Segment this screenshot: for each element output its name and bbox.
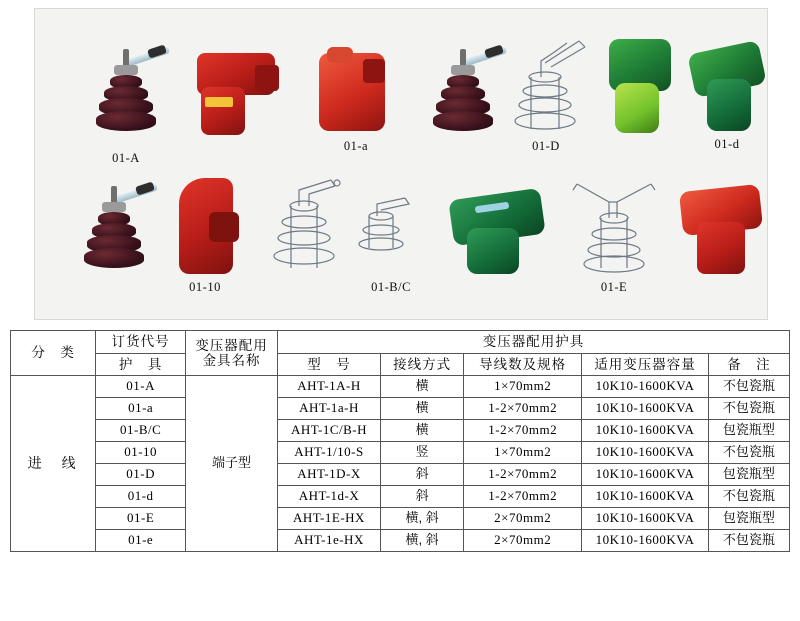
product-cell-01-10-insulator bbox=[71, 172, 157, 309]
cell-code: 01-E bbox=[96, 507, 186, 529]
technical-drawing-icon bbox=[501, 33, 591, 137]
table-row bbox=[11, 441, 790, 463]
header-capacity: 适用变压器容量 bbox=[582, 353, 709, 376]
header-group: 变压器配用护具 bbox=[278, 331, 790, 354]
product-caption: 01-a bbox=[343, 139, 369, 153]
insulator-disc bbox=[96, 111, 156, 131]
table-row bbox=[11, 397, 790, 419]
cell-connection: 横 bbox=[380, 419, 463, 441]
cell-code: 01-d bbox=[96, 485, 186, 507]
product-image-01-A-cover bbox=[183, 43, 293, 139]
insulator-cap bbox=[451, 65, 475, 75]
cover-body bbox=[201, 87, 245, 135]
header-fitting-name: 变压器配用金具名称 bbox=[186, 331, 278, 376]
product-image-01-D-drawing bbox=[501, 33, 591, 137]
product-cell-01-a bbox=[297, 45, 415, 154]
cell-model: AHT-1a-H bbox=[278, 397, 381, 419]
header-remark: 备 注 bbox=[708, 353, 789, 376]
header-connection: 接线方式 bbox=[380, 353, 463, 376]
table-row bbox=[11, 485, 790, 507]
technical-drawing-icon bbox=[343, 186, 439, 278]
cell-capacity: 10K10-1600KVA bbox=[582, 419, 709, 441]
product-cell-01-B-C bbox=[343, 186, 439, 295]
cell-model: AHT-1E-HX bbox=[278, 507, 381, 529]
product-image-01-E-cover bbox=[441, 178, 557, 278]
cover-neck bbox=[327, 47, 353, 63]
cell-remark: 不包瓷瓶 bbox=[708, 397, 789, 419]
product-cell-01-d bbox=[679, 35, 775, 152]
cell-capacity: 10K10-1600KVA bbox=[582, 441, 709, 463]
cover-body bbox=[697, 222, 745, 274]
product-image-01-d bbox=[679, 35, 775, 135]
product-image-01-D-cover bbox=[591, 35, 687, 137]
cell-connection: 斜 bbox=[380, 485, 463, 507]
product-cell-01-D-insulator bbox=[423, 31, 503, 172]
cell-capacity: 10K10-1600KVA bbox=[582, 397, 709, 419]
cell-capacity: 10K10-1600KVA bbox=[582, 463, 709, 485]
product-image-01-10 bbox=[157, 172, 253, 278]
product-cell-01-B-C-drawing1 bbox=[261, 172, 347, 295]
cover-body bbox=[467, 228, 519, 274]
product-image-01-BC bbox=[343, 186, 439, 278]
insulator-cap bbox=[114, 65, 138, 75]
specification-table bbox=[10, 330, 790, 552]
product-image-01-10-insulator bbox=[71, 186, 157, 292]
cell-connection: 横 bbox=[380, 376, 463, 398]
table-row bbox=[11, 376, 790, 398]
product-cell-01-D bbox=[501, 33, 591, 154]
cell-wire: 1-2×70mm2 bbox=[464, 485, 582, 507]
cell-wire: 1-2×70mm2 bbox=[464, 463, 582, 485]
insulator-disc bbox=[433, 111, 493, 131]
cell-code: 01-a bbox=[96, 397, 186, 419]
cell-model: AHT-1d-X bbox=[278, 485, 381, 507]
product-caption: 01-E bbox=[600, 280, 628, 294]
cover-port bbox=[363, 59, 385, 83]
cell-fitting-name: 端子型 bbox=[186, 376, 278, 552]
cell-connection: 横, 斜 bbox=[380, 529, 463, 551]
product-image-01-D-insulator bbox=[423, 49, 503, 155]
technical-drawing-icon bbox=[559, 172, 669, 278]
cell-wire: 1×70mm2 bbox=[464, 376, 582, 398]
table-row bbox=[11, 507, 790, 529]
cover-port bbox=[255, 65, 279, 91]
product-caption: 01-A bbox=[112, 151, 140, 165]
product-image-01-BC-drawing bbox=[261, 172, 347, 278]
product-caption: 01-D bbox=[532, 139, 560, 153]
cell-wire: 1-2×70mm2 bbox=[464, 397, 582, 419]
cover-body bbox=[707, 79, 751, 131]
header-model: 型 号 bbox=[278, 353, 381, 376]
cell-wire: 2×70mm2 bbox=[464, 507, 582, 529]
cell-code: 01-e bbox=[96, 529, 186, 551]
cell-remark: 不包瓷瓶 bbox=[708, 441, 789, 463]
cell-capacity: 10K10-1600KVA bbox=[582, 485, 709, 507]
cell-model: AHT-1C/B-H bbox=[278, 419, 381, 441]
product-image-red-elbow bbox=[671, 180, 771, 278]
cover-body bbox=[615, 83, 659, 133]
product-cell-01-E-cover bbox=[441, 178, 557, 295]
gallery-row-1 bbox=[35, 9, 767, 164]
cell-code: 01-A bbox=[96, 376, 186, 398]
table-row bbox=[11, 419, 790, 441]
header-order-code: 订货代号 bbox=[96, 331, 186, 354]
product-gallery bbox=[34, 8, 768, 320]
header-order-code-sub: 护 具 bbox=[96, 353, 186, 376]
technical-drawing-icon bbox=[261, 172, 347, 278]
cell-category: 进 线 bbox=[11, 376, 96, 552]
cell-capacity: 10K10-1600KVA bbox=[582, 376, 709, 398]
table-row bbox=[11, 463, 790, 485]
product-cell-01-A bbox=[71, 37, 181, 166]
cell-wire: 1-2×70mm2 bbox=[464, 419, 582, 441]
product-caption: 01-10 bbox=[189, 280, 221, 294]
cell-code: 01-B/C bbox=[96, 419, 186, 441]
cell-model: AHT-1e-HX bbox=[278, 529, 381, 551]
cell-capacity: 10K10-1600KVA bbox=[582, 529, 709, 551]
cell-model: AHT-1D-X bbox=[278, 463, 381, 485]
product-image-01-a bbox=[297, 45, 415, 137]
header-wire-spec: 导线数及规格 bbox=[464, 353, 582, 376]
cell-remark: 包瓷瓶型 bbox=[708, 507, 789, 529]
table-row bbox=[11, 529, 790, 551]
cell-connection: 横, 斜 bbox=[380, 507, 463, 529]
cell-remark: 不包瓷瓶 bbox=[708, 529, 789, 551]
cell-wire: 1×70mm2 bbox=[464, 441, 582, 463]
product-caption: 01-B/C bbox=[371, 280, 411, 294]
cell-connection: 横 bbox=[380, 397, 463, 419]
cell-wire: 2×70mm2 bbox=[464, 529, 582, 551]
header-category: 分 类 bbox=[11, 331, 96, 376]
insulator-disc bbox=[84, 248, 144, 268]
product-image-01-E-drawing bbox=[559, 172, 669, 278]
product-cell-01-D-cover bbox=[591, 35, 687, 154]
insulator-cap bbox=[102, 202, 126, 212]
cell-model: AHT-1A-H bbox=[278, 376, 381, 398]
product-cell-01-10 bbox=[157, 172, 253, 295]
cell-remark: 包瓷瓶型 bbox=[708, 419, 789, 441]
cell-connection: 斜 bbox=[380, 463, 463, 485]
product-caption: 01-d bbox=[714, 137, 740, 151]
product-cell-01-A-cover bbox=[183, 43, 293, 156]
product-image-01-A bbox=[71, 49, 181, 149]
cell-model: AHT-1/10-S bbox=[278, 441, 381, 463]
cell-code: 01-D bbox=[96, 463, 186, 485]
cell-capacity: 10K10-1600KVA bbox=[582, 507, 709, 529]
table-header-row-2 bbox=[11, 353, 790, 376]
cell-connection: 竖 bbox=[380, 441, 463, 463]
gallery-row-2 bbox=[35, 164, 767, 319]
label-tag bbox=[205, 97, 233, 107]
table-header-row-1 bbox=[11, 331, 790, 354]
cell-remark: 包瓷瓶型 bbox=[708, 463, 789, 485]
cell-remark: 不包瓷瓶 bbox=[708, 376, 789, 398]
product-cell-01-E bbox=[559, 172, 669, 295]
product-cell-red-elbow bbox=[671, 180, 771, 295]
cell-code: 01-10 bbox=[96, 441, 186, 463]
cell-remark: 不包瓷瓶 bbox=[708, 485, 789, 507]
cover-port bbox=[209, 212, 239, 242]
